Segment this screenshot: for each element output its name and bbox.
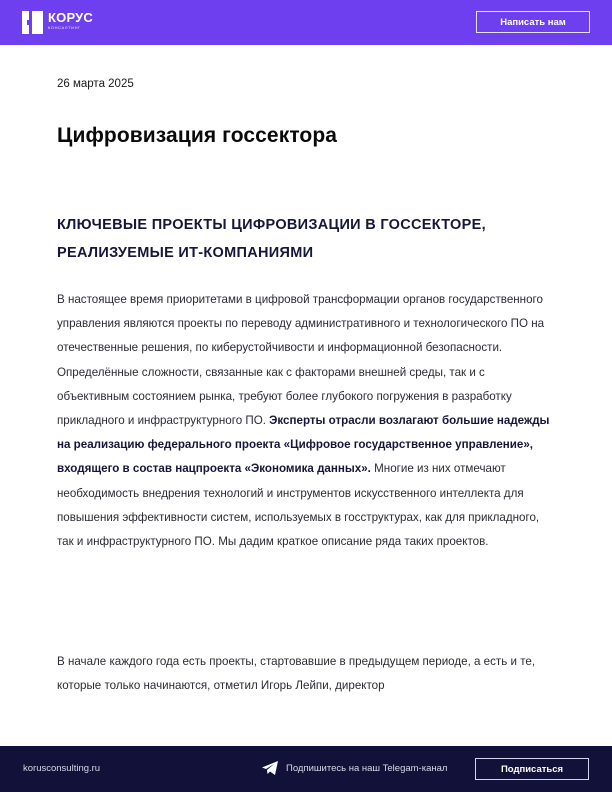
subscribe-button[interactable]: Подписаться xyxy=(475,758,589,780)
article-paragraph-2: В начале каждого года есть проекты, стартовавшие в предыдущем периоде, а есть и те, которые только начинаются, отметил Игорь Лейпи, директор xyxy=(57,655,536,693)
korus-logo-icon xyxy=(22,11,43,34)
article-date: 26 марта 2025 xyxy=(57,78,134,90)
telegram-promo[interactable] xyxy=(262,761,447,775)
telegram-text: Подпишитесь на наш Telegam-канал xyxy=(286,762,448,774)
section-heading: КЛЮЧЕВЫЕ ПРОЕКТЫ ЦИФРОВИЗАЦИИ В ГОССЕКТОРЕ, РЕАЛИЗУЕМЫЕ ИТ-КОМПАНИЯМИ xyxy=(57,217,486,261)
write-us-button[interactable]: Написать нам xyxy=(476,11,590,33)
header-bar xyxy=(0,0,612,45)
paragraph-bold-text: Эксперты отрасли возлагают большие надежды на реализацию федерального проекта «Цифровое государственное управление», входящего в состав нацпроекта «Экономика данных». xyxy=(57,414,550,476)
logo-text xyxy=(48,11,93,31)
page-title: Цифровизация госсектора xyxy=(57,124,338,147)
site-link[interactable]: korusconsulting.ru xyxy=(23,763,101,774)
logo-subtitle: КОНСАЛТИНГ xyxy=(48,25,81,30)
footer-bar xyxy=(0,746,612,792)
telegram-icon xyxy=(262,761,278,775)
paragraph-text: В настоящее время приоритетами в цифровой трансформации органов государственного управления являются проекты по переводу административного и технологического ПО на отечественные решения, по киберустойчивости и информационной безопасности. Определённые сложности, связанные как с факторами внешней среды, так и с объективным состоянием рынка, требуют более глубокого погружения в разработку прикладного и инфраструктурного ПО. xyxy=(57,293,545,428)
article-paragraph-1 xyxy=(57,288,555,554)
paragraph-text: Многие из них отмечают необходимость внедрения технологий и инструментов искусственного интеллекта для повышения эффективности систем, используемых в госструктурах, как для прикладного, так и инфраструктурного ПО. Мы дадим краткое описание ряда таких проектов. xyxy=(57,462,540,549)
logo[interactable] xyxy=(22,11,93,35)
logo-name: КОРУС xyxy=(48,10,94,25)
